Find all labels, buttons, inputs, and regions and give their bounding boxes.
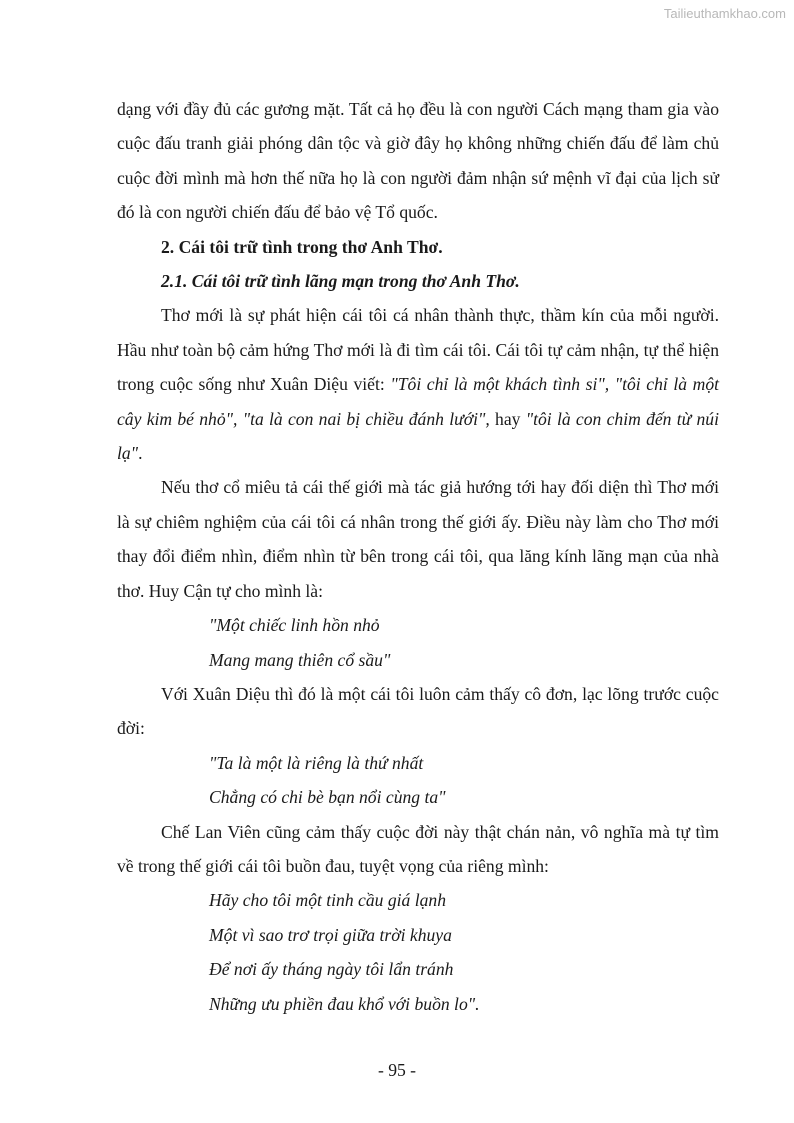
quote-chim: "tôi là con chim đến từ núi lạ" <box>117 408 719 464</box>
quote-xuan-dieu: "Tôi chỉ là một khách tình si", "tôi chỉ là một cây kim bé nhỏ", "ta là con nai bị chiều đánh lưới", <box>117 374 720 429</box>
verse-xuan-dieu <box>117 746 719 815</box>
section-heading-2: 2. Cái tôi trữ tình trong thơ Anh Thơ. <box>161 236 443 257</box>
verse-line: Những ưu phiền đau khổ với buồn lo". <box>209 993 480 1014</box>
paragraph-text: . <box>138 443 143 464</box>
paragraph-intro: dạng với đầy đủ các gương mặt. Tất cả họ đều là con người Cách mạng tham gia vào cuộc đấu tranh giải phóng dân tộc và giờ đây họ không những chiến đấu để làm chủ cuộc đời mình mà hơn thế nữa họ là con người đảm nhận sứ mệnh vĩ đại của lịch sử đó là con người chiến đấu để bảo vệ Tổ quốc. <box>117 99 719 223</box>
verse-che-lan-vien <box>117 883 719 1021</box>
verse-line: Để nơi ấy tháng ngày tôi lẩn tránh <box>209 959 454 980</box>
verse-line: Chẳng có chi bè bạn nổi cùng ta" <box>209 787 446 808</box>
paragraph-tho-co: Nếu thơ cổ miêu tả cái thế giới mà tác giả hướng tới hay đối diện thì Thơ mới là sự chiêm nghiệm của cái tôi cá nhân trong thế giới ấy. Điều này làm cho Thơ mới thay đổi điểm nhìn, điểm nhìn từ bên trong cái tôi, qua lăng kính lãng mạn của nhà thơ. Huy Cận tự cho mình là: <box>117 477 719 601</box>
verse-line: "Một chiếc linh hồn nhỏ <box>209 615 380 636</box>
verse-huy-can <box>117 608 719 677</box>
paragraph-xuan-dieu: Với Xuân Diệu thì đó là một cái tôi luôn cảm thấy cô đơn, lạc lõng trước cuộc đời: <box>117 683 719 739</box>
verse-line: Mang mang thiên cổ sầu" <box>209 649 391 670</box>
verse-line: Hãy cho tôi một tinh cầu giá lạnh <box>209 890 447 911</box>
paragraph-text: hay <box>489 408 526 429</box>
page-body <box>117 92 719 1021</box>
verse-line: Một vì sao trơ trọi giữa trời khuya <box>209 924 452 945</box>
watermark-text: Tailieuthamkhao.com <box>663 6 786 21</box>
section-heading-2-1: 2.1. Cái tôi trữ tình lãng mạn trong thơ Anh Thơ. <box>161 271 520 292</box>
page-number: - 95 - <box>377 1060 417 1080</box>
paragraph-che-lan-vien: Chế Lan Viên cũng cảm thấy cuộc đời này thật chán nản, vô nghĩa mà tự tìm về trong thế giới cái tôi buồn đau, tuyệt vọng của riêng mình: <box>117 821 719 876</box>
paragraph-tho-moi <box>117 298 719 470</box>
verse-line: "Ta là một là riêng là thứ nhất <box>209 752 424 773</box>
paragraph-text: Thơ mới là sự phát hiện cái tôi cá nhân thành thực, thầm kín của mỗi người. Hầu như toàn bộ cảm hứng Thơ mới là đi tìm cái tôi. Cái tôi tự cảm nhận, tự thể hiện trong cuộc sống như Xuân Diệu viết: <box>117 305 719 395</box>
